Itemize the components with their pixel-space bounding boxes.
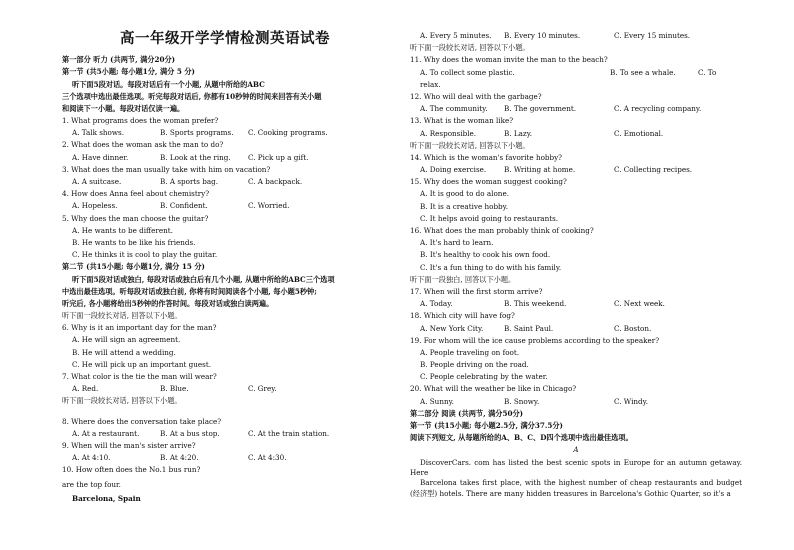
question-13-options	[410, 129, 742, 141]
option-a[interactable]: A. To collect some plastic.	[420, 67, 515, 77]
option-b[interactable]: B. Snowy.	[504, 396, 540, 406]
question-4-options	[62, 201, 388, 213]
option-b[interactable]: B. Lazy.	[504, 128, 533, 138]
section1-heading: 第一节 (共5小题; 每小题1分, 满分 5 分)	[62, 67, 195, 77]
option-b[interactable]: B. This weekend.	[504, 299, 567, 309]
option-a[interactable]: A. At a restaurant.	[72, 428, 140, 438]
option-c[interactable]: C. Grey.	[248, 384, 277, 394]
option-b[interactable]: B. To see a whale.	[610, 67, 676, 77]
right-column	[410, 0, 742, 499]
option-b[interactable]: B. Confident.	[160, 201, 208, 211]
question-2: 2. What does the woman ask the man to do?	[62, 140, 224, 150]
option-b[interactable]: B. It is a creative hobby.	[420, 201, 509, 211]
option-c[interactable]: C. Collecting recipes.	[614, 165, 693, 175]
option-c[interactable]: C. Next week.	[614, 299, 665, 309]
option-b[interactable]: B. Every 10 minutes.	[504, 31, 581, 40]
question-18-options	[410, 324, 742, 336]
listen-instruction: 听下面一段较长对话, 回答以下小题。	[410, 43, 530, 53]
option-c[interactable]: C. People celebrating by the water.	[420, 372, 548, 382]
option-b[interactable]: B. At 4:20.	[160, 453, 199, 463]
part2-heading: 第二部分 阅读 (共两节, 满分50分)	[410, 408, 524, 418]
option-c[interactable]: C. He thinks it is cool to play the guitar.	[72, 250, 218, 260]
option-c[interactable]: C. He will pick up an important guest.	[72, 359, 212, 369]
option-b[interactable]: B. Sports programs.	[160, 128, 234, 138]
question-20-options	[410, 397, 742, 409]
option-a[interactable]: A. Talk shows.	[72, 128, 124, 138]
option-a[interactable]: A. He wants to be different.	[72, 225, 173, 235]
left-column	[62, 0, 388, 506]
option-b[interactable]: B. Writing at home.	[504, 165, 576, 175]
option-c[interactable]: C. Boston.	[614, 323, 652, 333]
listen-instruction: 听下面一段较长对话, 回答以下小题。	[62, 396, 182, 406]
passage-fragment: are the top four.	[62, 479, 121, 489]
instruction-line: 听下面5段对话。每段对话后有一个小题, 从题中所给的ABC	[72, 79, 265, 89]
question-6: 6. Why is it an important day for the man?	[62, 323, 217, 333]
option-b[interactable]: B. At a bus stop.	[160, 428, 220, 438]
listen-instruction: 听下面一段较长对话, 回答以下小题。	[62, 311, 182, 321]
passage-label: A	[573, 445, 579, 455]
option-c[interactable]: C. Every 15 minutes.	[614, 31, 691, 40]
option-a[interactable]: A. He will sign an agreement.	[72, 335, 181, 345]
listen-instruction: 听下面一段独白, 回答以下小题。	[410, 274, 516, 284]
question-15: 15. Why does the woman suggest cooking?	[410, 177, 567, 187]
question-12-options	[410, 104, 742, 116]
question-3: 3. What does the man usually take with him on vacation?	[62, 164, 271, 174]
question-1: 1. What programs does the woman prefer?	[62, 116, 219, 126]
option-a[interactable]: A. At 4:10.	[72, 453, 111, 463]
question-4: 4. How does Anna feel about chemistry?	[62, 189, 210, 199]
option-a[interactable]: A. Hopeless.	[72, 201, 118, 211]
instruction-line: 中选出最佳选项。听每段对话或独白前, 你将有时间阅读各个小题, 每小题5秒钟;	[62, 286, 317, 296]
option-a[interactable]: A. Doing exercise.	[420, 165, 487, 175]
question-17: 17. When will the first storm arrive?	[410, 286, 543, 296]
question-11: 11. Why does the woman invite the man to the beach?	[410, 55, 608, 65]
option-a[interactable]: A. Sunny.	[420, 396, 454, 406]
passage-paragraph: Barcelona takes first place, with the highest number of cheap restaurants and budget (经济型) hotels. There are many hidden treasures in Barcelona's Gothic Quarter, so it's a	[410, 478, 742, 498]
option-a[interactable]: A. Every 5 minutes.	[420, 31, 492, 40]
question-12: 12. Who will deal with the garbage?	[410, 91, 542, 101]
question-16: 16. What does the man probably think of cooking?	[410, 226, 594, 235]
question-17-options	[410, 299, 742, 311]
question-14: 14. Which is the woman's favorite hobby?	[410, 152, 563, 162]
instruction-line: 听下面5段对话或独白, 每段对话或独白后有几个小题, 从题中所给的ABC三个选项	[72, 274, 335, 284]
listen-instruction: 听下面一段较长对话, 回答以下小题。	[410, 140, 530, 150]
option-c-continued: relax.	[420, 79, 441, 89]
instruction-line: 三个选项中选出最佳选项。听完每段对话后, 你都有10秒钟的时间来回答有关小题	[62, 91, 322, 101]
question-7: 7. What color is the tie the man will wear?	[62, 372, 217, 381]
option-c[interactable]: C. It helps avoid going to restaurants.	[420, 213, 559, 223]
instruction-line: 听完后, 各小题将给出5秒钟的作答时间。每段对话或独白读两遍。	[62, 298, 274, 308]
option-a[interactable]: A. People traveling on foot.	[420, 347, 520, 357]
page-title: 高一年级开学学情检测英语试卷	[120, 31, 330, 47]
passage-paragraph: DiscoverCars. com has listed the best scenic spots in Europe for an autumn getaway. Here	[410, 457, 742, 477]
option-b[interactable]: B. He wants to be like his friends.	[72, 237, 196, 247]
passage-subheading: Barcelona, Spain	[72, 493, 141, 503]
option-c[interactable]: C. A recycling company.	[614, 104, 702, 114]
section2-heading: 第二节 (共15小题; 每小题1分, 满分 15 分)	[62, 262, 205, 272]
option-c[interactable]: C. It's a fun thing to do with his family.	[420, 262, 562, 272]
option-c[interactable]: C. Emotional.	[614, 128, 664, 138]
option-b[interactable]: B. People driving on the road.	[420, 360, 529, 370]
option-b[interactable]: B. Look at the ring.	[160, 152, 231, 162]
option-a[interactable]: A. It's hard to learn.	[420, 238, 494, 248]
question-9: 9. When will the man's sister arrive?	[62, 440, 196, 450]
option-a[interactable]: A. Today.	[420, 299, 453, 309]
option-c[interactable]: C. At 4:30.	[248, 453, 287, 463]
question-3-options	[62, 177, 388, 189]
option-c[interactable]: C. Worried.	[248, 201, 290, 211]
question-11-options	[410, 68, 742, 80]
option-c[interactable]: C. At the train station.	[248, 428, 330, 438]
option-b[interactable]: B. A sports bag.	[160, 177, 219, 186]
question-2-options	[62, 153, 388, 165]
question-14-options	[410, 165, 742, 177]
option-a[interactable]: A. It is good to do alone.	[420, 189, 509, 199]
option-c[interactable]: C. Windy.	[614, 396, 648, 406]
option-a[interactable]: A. A suitcase.	[72, 177, 122, 186]
question-20: 20. What will the weather be like in Chicago?	[410, 384, 577, 394]
question-5: 5. Why does the man choose the guitar?	[62, 213, 209, 223]
reading-section1-heading: 第一节 (共15小题; 每小题2.5分, 满分37.5分)	[410, 421, 563, 430]
option-c[interactable]: C. Cooking programs.	[248, 128, 328, 138]
option-a[interactable]: A. The community.	[420, 104, 488, 114]
option-a[interactable]: A. Responsible.	[420, 128, 477, 138]
reading-instruction: 阅读下列短文, 从每题所给的A、B、C、D四个选项中选出最佳选项。	[410, 433, 633, 443]
part1-heading: 第一部分 听力 (共两节, 满分20分)	[62, 55, 176, 65]
option-b[interactable]: B. He will attend a wedding.	[72, 347, 176, 357]
question-13: 13. What is the woman like?	[410, 116, 514, 126]
option-b[interactable]: B. Saint Paul.	[504, 323, 554, 333]
question-8: 8. Where does the conversation take place?	[62, 416, 222, 426]
option-c[interactable]: C. To	[698, 67, 717, 77]
option-b[interactable]: B. It's healthy to cook his own food.	[420, 250, 551, 260]
option-a[interactable]: A. New York City.	[420, 323, 484, 333]
option-a[interactable]: A. Red.	[72, 384, 99, 394]
option-b[interactable]: B. The government.	[504, 104, 576, 114]
question-1-options	[62, 128, 388, 140]
question-18: 18. Which city will have fog?	[410, 311, 515, 321]
question-10-options	[410, 31, 742, 43]
question-10: 10. How often does the No.1 bus run?	[62, 465, 201, 475]
instruction-line: 和阅读下一小题。每段对话仅读一遍。	[62, 103, 185, 113]
question-19: 19. For whom will the ice cause problems according to the speaker?	[410, 335, 660, 345]
question-8-options	[62, 429, 388, 441]
option-c[interactable]: C. Pick up a gift.	[248, 152, 309, 162]
option-a[interactable]: A. Have dinner.	[72, 152, 129, 162]
option-b[interactable]: B. Blue.	[160, 384, 189, 394]
option-c[interactable]: C. A backpack.	[248, 177, 303, 186]
question-9-options	[62, 453, 388, 465]
question-7-options	[62, 384, 388, 396]
